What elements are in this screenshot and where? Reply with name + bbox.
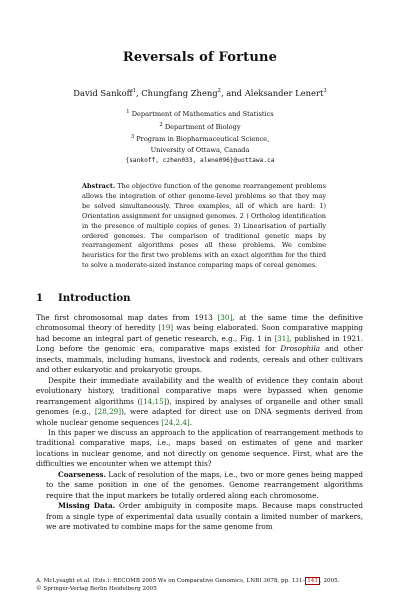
item-term: Missing Data.	[58, 501, 116, 511]
author-emails[interactable]: {sankoff, czhen033, alene096}@uottawa.ca	[125, 156, 275, 164]
affiliation-text: Department of Mathematics and Statistics	[131, 110, 274, 119]
affiliation-sup: 1	[126, 109, 130, 115]
list-item	[36, 501, 363, 532]
citation-link[interactable]: [28,29]	[94, 407, 122, 417]
text-run: , at the same time the definitive chromosomal theory of heredity	[36, 313, 363, 333]
affiliation-line	[0, 132, 400, 145]
paper-title: Reversals of Fortune	[122, 50, 278, 65]
citation-link[interactable]: [24,2,4]	[161, 417, 190, 427]
item-term: Coarseness.	[58, 469, 106, 479]
section-title: Introduction	[58, 292, 131, 304]
author-name: Chungfang Zheng	[141, 88, 218, 98]
section-number: 1	[36, 292, 44, 304]
affiliation-sup: 3	[130, 134, 135, 141]
paragraph	[36, 376, 363, 428]
page-footer	[36, 577, 366, 593]
affiliation-text: Department of Biology	[164, 122, 241, 131]
copyright: © Springer-Verlag Berlin Heidelberg 2005	[36, 586, 157, 592]
text-run: .	[189, 417, 193, 427]
author-name: David Sankoff	[73, 88, 133, 98]
affiliations	[0, 107, 400, 166]
text-run: Despite their immediate availability and the wealth of evidence they contain about evolutionary history, traditional comparative maps were bypassed when genome rearrangement algorithms (	[36, 375, 363, 406]
list-item	[36, 470, 363, 501]
author-name: Aleksander Lenert	[244, 88, 324, 98]
abstract-text: The objective function of the genome rearrangement problems allows the integration of other genome-level problems so that they may be solved simultaneously. Three examples, all of which are hard: 1) Orientation assignment for unsigned genomes. 2 ) Ortholog identification in the presence of multiple copies of genes. 3) Linearisation of partially ordered genomes. The comparison of traditional genetic maps by rearrangement algorithms poses all these problems. We combine heuristics for the first two problems with an exact algorithm for the third to solve a moderate-sized instance comparing maps of cereal genomes.	[82, 182, 326, 270]
author-list: David Sankoff$^1$, Chungfang Zheng$^2$, and Aleksander Lenert$^3$	[73, 88, 327, 98]
citation-link[interactable]: [19]	[158, 323, 174, 333]
page-link[interactable]: 141	[307, 578, 318, 584]
paragraph	[36, 313, 363, 376]
author-sup: 2	[217, 88, 221, 95]
text-run: , 2005.	[319, 578, 340, 584]
abstract-label: Abstract.	[82, 182, 116, 190]
citation-link[interactable]: [14,15]	[140, 396, 167, 406]
abstract	[82, 182, 326, 271]
text-run: ), were adapted for direct use on DNA segments derived from whole nuclear genome sequences	[36, 407, 363, 427]
text-run: , published in 1921. Long before the genomic era, comparative maps existed for	[36, 333, 363, 354]
item-text: Order ambiguity in composite maps. Because maps constructed from a single type of experimental data usually contain a limited number of markers, we are motivated to combine maps for the same genome from	[46, 501, 363, 532]
section-heading	[36, 292, 131, 304]
text-run: A. McLysaght et al. (Eds.): RECOMB 2005 Ws on Comparative Genomics, LNBI 3678, pp. 131	[36, 578, 303, 584]
author-and: and	[226, 88, 243, 98]
footer-citation: A. McLysaght et al. (Eds.): RECOMB 2005 Ws on Comparative Genomics, LNBI 3678, pp. 131– 141 , 2005.	[36, 578, 340, 584]
citation-link[interactable]: [30]	[217, 313, 233, 322]
text-run: and other insects, mammals, including humans, livestock and rodents, cereals and other cultivars and other eukaryotic and prokaryotic groups.	[36, 344, 363, 375]
affiliation-line	[0, 120, 400, 133]
body-text	[36, 313, 363, 533]
citation-link[interactable]: [31]	[274, 333, 290, 343]
author-sup: 1	[132, 88, 136, 95]
affiliation-line	[0, 107, 400, 120]
text-run: was being elaborated. Soon comparative mapping had become an integral part of genetic research, e.g., Fig. 1 in	[36, 323, 363, 343]
item-text: Lack of resolution of the maps, i.e., two or more genes being mapped to the same position in one of the genomes. Genome rearrangement algorithms require that the input markers be totally ordered along each chromosome.	[46, 469, 363, 500]
author-sup: 3	[323, 88, 327, 95]
species-name: Drosophila	[280, 344, 321, 354]
text-run: The first chromosomal map dates from 1913	[36, 313, 218, 322]
paragraph: In this paper we discuss an approach to the application of rearrangement methods to traditional comparative maps, i.e., maps based on estimates of gene and marker locations in nuclear genome, and not directly on genome sequence. First, what are the difficulties we encounter when we attempt this?	[36, 427, 363, 469]
affiliation-sup: 2	[159, 121, 163, 128]
affiliation-text: Program in Biopharmaceutical Science,	[136, 135, 270, 144]
institution: University of Ottawa, Canada	[150, 146, 250, 155]
text-run: ), inspired by analyses of organelle and other small genomes (e.g.,	[36, 396, 363, 417]
